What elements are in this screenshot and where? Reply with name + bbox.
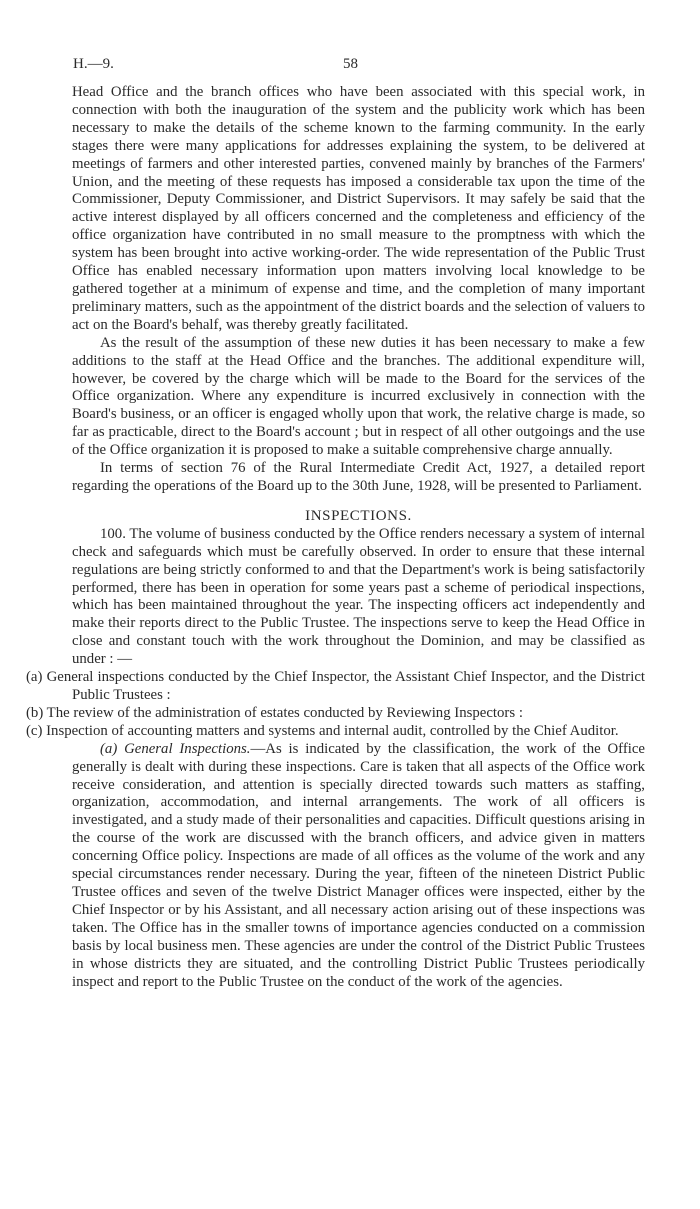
paragraph-staff-additions: As the result of the assumption of these new duties it has been necessary to make a few additions to the staff at the Head Office and the branches. The additional expenditure will, however, be covered by the charge which will be made to the Board for the services of the Office organization. Where any expenditure is incurred exclusively in connection with the Board's business, or an officer is engaged wholly upon that work, the relative charge is made, so far as practicable, direct to the Board's account ; but in respect of all other outgoings and the use of the Office organization it is proposed to make a suitable comprehensive charge annually. xyxy=(72,334,645,459)
body-text xyxy=(26,84,645,991)
list-item-c: (c) Inspection of accounting matters and systems and internal audit, controlled by the Chief Auditor. xyxy=(26,722,619,739)
list-item-a: (a) General inspections conducted by the Chief Inspector, the Assistant Chief Inspector, and the District Public Trustees : xyxy=(26,669,645,703)
paragraph-report-parliament: In terms of section 76 of the Rural Intermediate Credit Act, 1927, a detailed report regarding the operations of the Board up to the 30th June, 1928, will be presented to Parliament. xyxy=(72,460,645,494)
general-inspections-label: (a) General Inspections. xyxy=(100,740,251,757)
section-heading-inspections: INSPECTIONS. xyxy=(305,507,412,524)
document-reference: H.—9. xyxy=(73,56,114,72)
inspection-classification-list xyxy=(26,669,645,741)
page-number: 58 xyxy=(343,56,358,72)
general-inspections-text: —As is indicated by the classification, the work of the Office generally is dealt with during these inspections. Care is taken that all aspects of the Office work receive consideration, and attention is specially directed towards such matters as staffing, organization, accommodation, and internal arrangements. The work of all officers is investigated, and a study made of their personalities and capacities. Difficult questions arising in the course of the work are discussed with the branch officers, and advice given in matters concerning Office policy. Inspections are made of all offices as the volume of the work and any special circumstances render necessary. During the year, fifteen of the nineteen District Public Trustee offices and seven of the twelve District Manager offices were inspected, either by the Chief Inspector or by his Assistant, and all necessary action arising out of these inspections was taken. The Office has in the smaller towns of importance agencies conducted on a commission basis by local business men. These agencies are under the control of the District Public Trustees in whose districts they are situated, and the controlling District Public Trustees periodically inspect and report to the Public Trustee on the conduct of the work of the agencies. xyxy=(72,740,645,990)
paragraph-100: 100. The volume of business conducted by the Office renders necessary a system of internal check and safeguards which must be carefully observed. In order to ensure that these internal regulations are being strictly conformed to and that the Department's work is being satisfactorily performed, there has been in operation for some years past a scheme of periodical inspections, which has been maintained throughout the year. The inspecting officers act independently and make their reports direct to the Public Trustee. The inspections serve to keep the Head Office in close and constant touch with the work throughout the Dominion, and may be classified as under : — xyxy=(72,525,645,668)
list-item-b: (b) The review of the administration of estates conducted by Reviewing Inspectors : xyxy=(26,704,523,721)
paragraph-head-office: Head Office and the branch offices who have been associated with this special work, in connection with both the inauguration of the system and the publicity work which has been necessary to make the details of the scheme known to the farming community. In the early stages there were many applications for addresses explaining the system, to be delivered at meetings of farmers and other interested parties, convened mainly by branches of the Farmers' Union, and the meeting of these requests has imposed a considerable tax upon the time of the Commissioner, Deputy Commissioner, and District Supervisors. It may safely be said that the active interest displayed by all officers concerned and the completeness and efficiency of the office organization have contributed in no small measure to the promptness with which the system has been brought into active working-order. The wide representation of the Public Trust Office has enabled necessary information upon matters involving local knowledge to be gathered together at a minimum of expense and time, and the completion of many important preliminary matters, such as the appointment of the district boards and the selection of valuers to act on the Board's behalf, was thereby greatly facilitated. xyxy=(72,84,645,333)
page-header xyxy=(73,56,628,76)
paragraph-general-inspections xyxy=(72,741,645,992)
